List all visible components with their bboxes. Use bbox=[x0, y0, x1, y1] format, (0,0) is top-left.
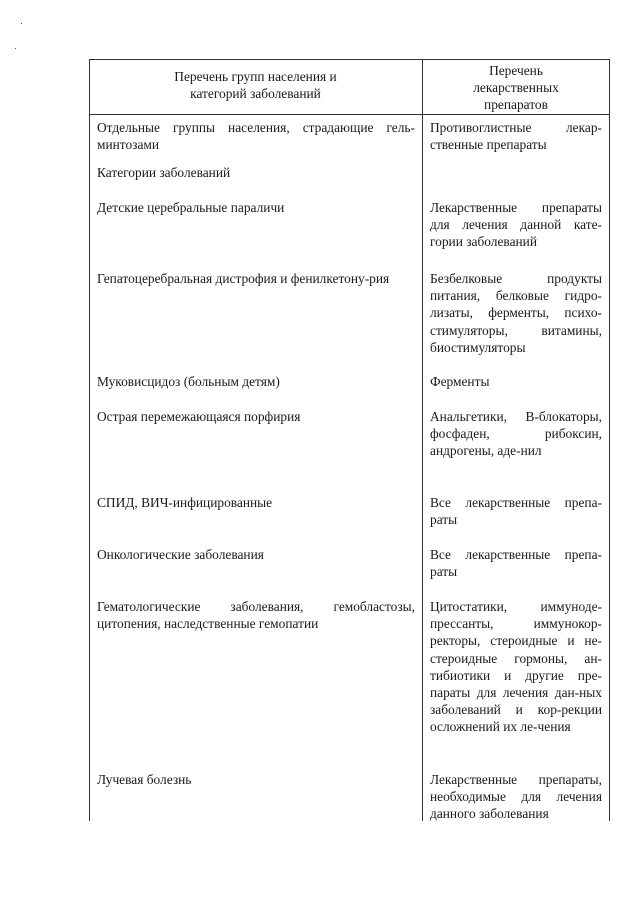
row-groups-cell: Отдельные группы населения, страдающие гель-минтозами bbox=[97, 120, 415, 153]
table-column-divider bbox=[422, 59, 423, 821]
header-groups bbox=[89, 68, 422, 102]
header-drugs bbox=[423, 62, 609, 114]
table-header-divider bbox=[89, 114, 610, 115]
row-groups-cell: Острая перемежающаяся порфирия bbox=[97, 409, 301, 424]
row-drugs-cell: Ферменты bbox=[430, 374, 490, 389]
header-drugs-line: лекарственных bbox=[473, 80, 559, 96]
row-groups-cell: СПИД, ВИЧ-инфицированные bbox=[97, 495, 273, 510]
table-border-top bbox=[89, 59, 610, 60]
table-border-left bbox=[89, 59, 90, 821]
row-drugs-cell: Лекарственные препараты для лечения данной кате-гории заболеваний bbox=[430, 200, 602, 250]
row-groups-cell: Детские церебральные параличи bbox=[97, 200, 285, 215]
header-groups-line: Перечень групп населения и bbox=[174, 69, 337, 84]
header-groups-line: категорий заболеваний bbox=[190, 86, 321, 102]
header-drugs-line: препаратов bbox=[484, 97, 548, 113]
drug-table bbox=[89, 59, 610, 821]
row-groups-cell: Лучевая болезнь bbox=[97, 772, 192, 787]
row-groups-cell: Муковисцидоз (больным детям) bbox=[97, 374, 280, 389]
row-groups-cell: Онкологические заболевания bbox=[97, 547, 264, 562]
row-drugs-cell: Все лекарственные препа-раты bbox=[430, 547, 602, 580]
header-drugs-line: Перечень bbox=[489, 63, 543, 78]
scan-speck bbox=[21, 23, 22, 24]
row-groups-cell: Гематологические заболевания, гемобластозы, цитопения, наследственные гемопатии bbox=[97, 599, 415, 632]
row-drugs-cell: Анальгетики, В-блокаторы, фосфаден, рибоксин, андрогены, аде-нил bbox=[430, 409, 602, 459]
row-drugs-cell: Противоглистные лекар-ственные препараты bbox=[430, 120, 602, 153]
row-drugs-cell: Цитостатики, иммуноде-прессанты, иммунокор-ректоры, стероидные и не-стероидные гормоны, ан-тибиотики и другие пре-параты для лечения дан-ных заболеваний и кор-рекции осложнений их ле-чения bbox=[430, 599, 602, 735]
scan-speck bbox=[15, 48, 16, 49]
row-drugs-cell: Все лекарственные препа-раты bbox=[430, 495, 602, 528]
row-groups-cell: Категории заболеваний bbox=[97, 165, 231, 180]
row-groups-cell: Гепатоцеребральная дистрофия и фенилкетону-рия bbox=[97, 271, 390, 286]
table-border-right bbox=[609, 59, 610, 821]
row-drugs-cell: Лекарственные препараты, необходимые для лечения данного заболевания bbox=[430, 772, 602, 822]
row-drugs-cell: Безбелковые продукты питания, белковые гидро-лизаты, ферменты, психо-стимуляторы, витамины, биостимуляторы bbox=[430, 271, 602, 355]
